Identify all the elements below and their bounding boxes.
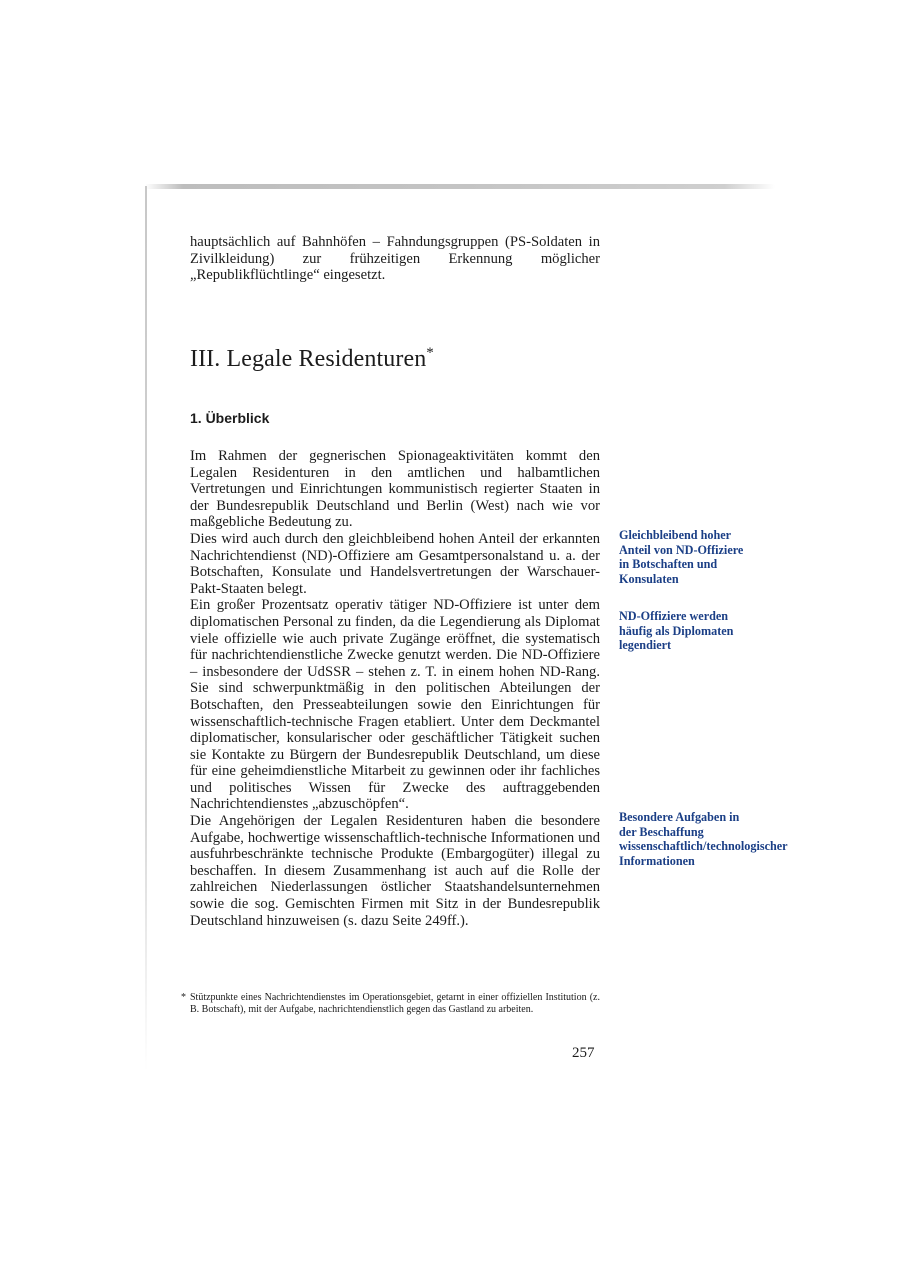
scan-top-edge — [145, 184, 775, 189]
paragraph: Die Angehörigen der Legalen Residenturen haben die besondere Aufgabe, hochwertige wissenschaftlich-technische Informationen und ausfuhrbeschränkte technische Produkte (Embargogüter) illegal zu beschaffen. In diesem Zusammenhang ist auch auf die Rolle der zahlreichen Niederlassungen östlicher Staatshandelsunternehmen sowie die sog. Gemischten Firmen mit Sitz in der Bundesrepublik Deutschland hinzuweisen (s. dazu Seite 249ff.). — [190, 813, 600, 929]
margin-note: Gleichbleibend hoher Anteil von ND-Offiziere in Botschaften und Konsulaten — [619, 528, 744, 586]
footnote-marker: * — [181, 992, 186, 1003]
main-text — [190, 448, 600, 929]
paragraph: Dies wird auch durch den gleichbleibend hohen Anteil der erkannten Nachrichtendienst (ND)-Offiziere am Gesamtpersonalstand u. a. der Botschaften, Konsulate und Handelsvertretungen der Warschauer-Pakt-Staaten belegt. — [190, 530, 600, 597]
section-title: III. Legale Residenturen — [190, 346, 427, 372]
footnote-text: Stützpunkte eines Nachrichtendienstes im Operationsgebiet, getarnt in einer offiziellen Institution (z. B. Botschaft), mit der Aufgabe, nachrichtendienstlich gegen das Gastland zu arbeiten. — [190, 992, 600, 1016]
scan-left-edge — [145, 186, 147, 1072]
section-heading — [190, 345, 434, 373]
paragraph: Im Rahmen der gegnerischen Spionageaktivitäten kommt den Legalen Residenturen in den amtlichen und halbamtlichen Vertretungen und Einrichtungen kommunistisch regierter Staaten in der Bundesrepublik Deutschland und Berlin (West) nach wie vor maßgebliche Bedeutung zu. — [190, 448, 600, 531]
subsection-heading: 1. Überblick — [190, 410, 270, 426]
margin-note: ND-Offiziere werden häufig als Diplomaten legendiert — [619, 609, 734, 652]
footnote — [181, 992, 600, 1017]
paragraph: Ein großer Prozentsatz operativ tätiger ND-Offiziere ist unter dem diplomatischen Personal zu finden, da die Legendierung als Diplomat viele offizielle wie auch private Zugänge eröffnet, die systematisch für nachrichtendienstliche Zwecke genutzt werden. Die ND-Offiziere – insbesondere der UdSSR – stehen z. T. in einem hohen ND-Rang. Sie sind schwerpunktmäßig in den politischen Abteilungen der Botschaften, den Presseabteilungen sowie den Einrichtungen für wissenschaftlich-technische Fragen etabliert. Unter dem Deckmantel diplomatischer, konsularischer oder geschäftlicher Tätigkeit suchen sie Kontakte zu Bürgern der Bundesrepublik Deutschland, um diese für eine geheimdienstliche Mitarbeit zu gewinnen oder ihr fachliches und politisches Wissen für Zwecke des auftraggebenden Nachrichtendienstes „abzuschöpfen“. — [190, 597, 600, 813]
section-footnote-marker: * — [426, 345, 434, 361]
margin-note: Besondere Aufgaben in der Beschaffung wissenschaftlich/technologischer Informationen — [619, 810, 788, 868]
page-number: 257 — [572, 1045, 595, 1061]
intro-paragraph: hauptsächlich auf Bahnhöfen – Fahndungsgruppen (PS-Soldaten in Zivilkleidung) zur frühzeitigen Erkennung möglicher „Republikflüchtlinge“ eingesetzt. — [190, 234, 600, 284]
